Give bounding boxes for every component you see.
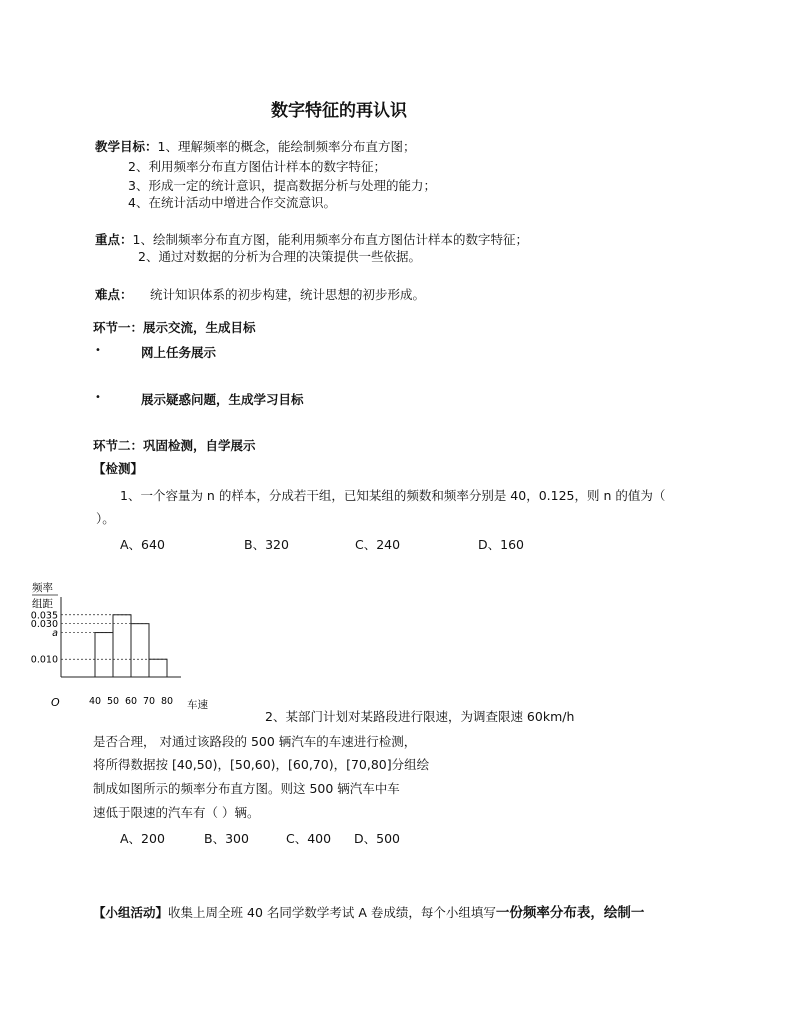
q2-option: B、300 bbox=[204, 831, 249, 846]
histogram-bar bbox=[113, 615, 131, 677]
check-label: 【检测】 bbox=[93, 461, 144, 476]
group-activity-text: 收集上周全班 40 名同学数学考试 A 卷成绩，每个小组填写 bbox=[168, 905, 496, 920]
bullet-icon: • bbox=[95, 392, 101, 403]
q2-line-4: 制成如图所示的频率分布直方图。则这 500 辆汽车中车 bbox=[93, 781, 400, 796]
frequency-histogram bbox=[25, 575, 225, 715]
group-activity-label: 【小组活动】 bbox=[93, 905, 169, 920]
x-axis-label: 车速 bbox=[187, 699, 208, 711]
q2-line-3: 将所得数据按 [40,50)，[50,60)，[60,70)，[70,80]分组绘 bbox=[93, 757, 430, 772]
q1-option: D、160 bbox=[478, 537, 524, 552]
key-point-item: 1、绘制频率分布直方图，能利用频率分布直方图估计样本的数字特征； bbox=[132, 232, 528, 247]
key-point-item: 2、通过对数据的分析为合理的决策提供一些依据。 bbox=[138, 249, 421, 264]
y-tick-label: 0.010 bbox=[30, 654, 58, 666]
histogram-bar bbox=[131, 624, 149, 677]
group-activity-line bbox=[93, 901, 644, 921]
section1-bullet: 网上任务展示 bbox=[141, 345, 217, 360]
q2-option: D、500 bbox=[354, 831, 400, 846]
x-tick-label: 40 bbox=[88, 696, 102, 707]
q2-line-5: 速低于限速的汽车有（ ）辆。 bbox=[93, 805, 260, 820]
objective-item: 4、在统计活动中增进合作交流意识。 bbox=[128, 195, 336, 210]
q1-option: B、320 bbox=[244, 537, 289, 552]
section1-bullet: 展示疑惑问题，生成学习目标 bbox=[141, 392, 304, 407]
q1-option: A、640 bbox=[120, 537, 165, 552]
q2-line-2: 是否合理， 对通过该路段的 500 辆汽车的车速进行检测， bbox=[93, 734, 417, 749]
difficulty-label: 难点： bbox=[95, 287, 133, 302]
objective-item: 1、理解频率的概念，能绘制频率分布直方图； bbox=[157, 139, 416, 154]
q1-line-1: 1、一个容量为 n 的样本，分成若干组，已知某组的频数和频率分别是 40，0.125，则 n 的值为（ bbox=[120, 488, 666, 503]
x-tick-label: 50 bbox=[106, 696, 120, 707]
key-points-label: 重点： bbox=[95, 232, 133, 247]
q1-option: C、240 bbox=[355, 537, 401, 552]
histogram-bar bbox=[149, 659, 167, 677]
x-tick-label: 60 bbox=[124, 696, 138, 707]
objectives-line-1 bbox=[95, 137, 415, 155]
x-tick-label: 80 bbox=[160, 696, 174, 707]
objectives-label: 教学目标： bbox=[95, 139, 158, 154]
key-points-line-1 bbox=[95, 230, 528, 248]
objective-item: 2、利用频率分布直方图估计样本的数字特征； bbox=[128, 159, 386, 174]
histogram-bar bbox=[95, 633, 113, 677]
x-tick-label: 70 bbox=[142, 696, 156, 707]
y-tick-label: 0.035 bbox=[30, 610, 58, 622]
page-title: 数字特征的再认识 bbox=[271, 101, 407, 121]
objective-item: 3、形成一定的统计意识，提高数据分析与处理的能力； bbox=[128, 178, 436, 193]
difficulty-line bbox=[95, 285, 133, 303]
difficulty-text: 统计知识体系的初步构建，统计思想的初步形成。 bbox=[150, 287, 426, 302]
section2-title: 环节二：巩固检测，自学展示 bbox=[93, 438, 256, 453]
y-axis-label-bottom: 组距 bbox=[32, 598, 53, 610]
y-axis-label-top: 频率 bbox=[32, 582, 53, 594]
y-tick-label: a bbox=[52, 628, 58, 640]
y-tick-label: 0.030 bbox=[30, 619, 58, 631]
origin-label: O bbox=[51, 696, 60, 709]
q2-line-1: 2、某部门计划对某路段进行限速，为调查限速 60km/h bbox=[265, 709, 575, 724]
q2-option: C、400 bbox=[286, 831, 332, 846]
section1-title: 环节一：展示交流，生成目标 bbox=[93, 320, 256, 335]
group-activity-bold-text: 一份频率分布表，绘制一 bbox=[495, 905, 645, 921]
q2-option: A、200 bbox=[120, 831, 165, 846]
q1-line-2: ）。 bbox=[96, 511, 115, 526]
bullet-icon: • bbox=[95, 345, 101, 356]
